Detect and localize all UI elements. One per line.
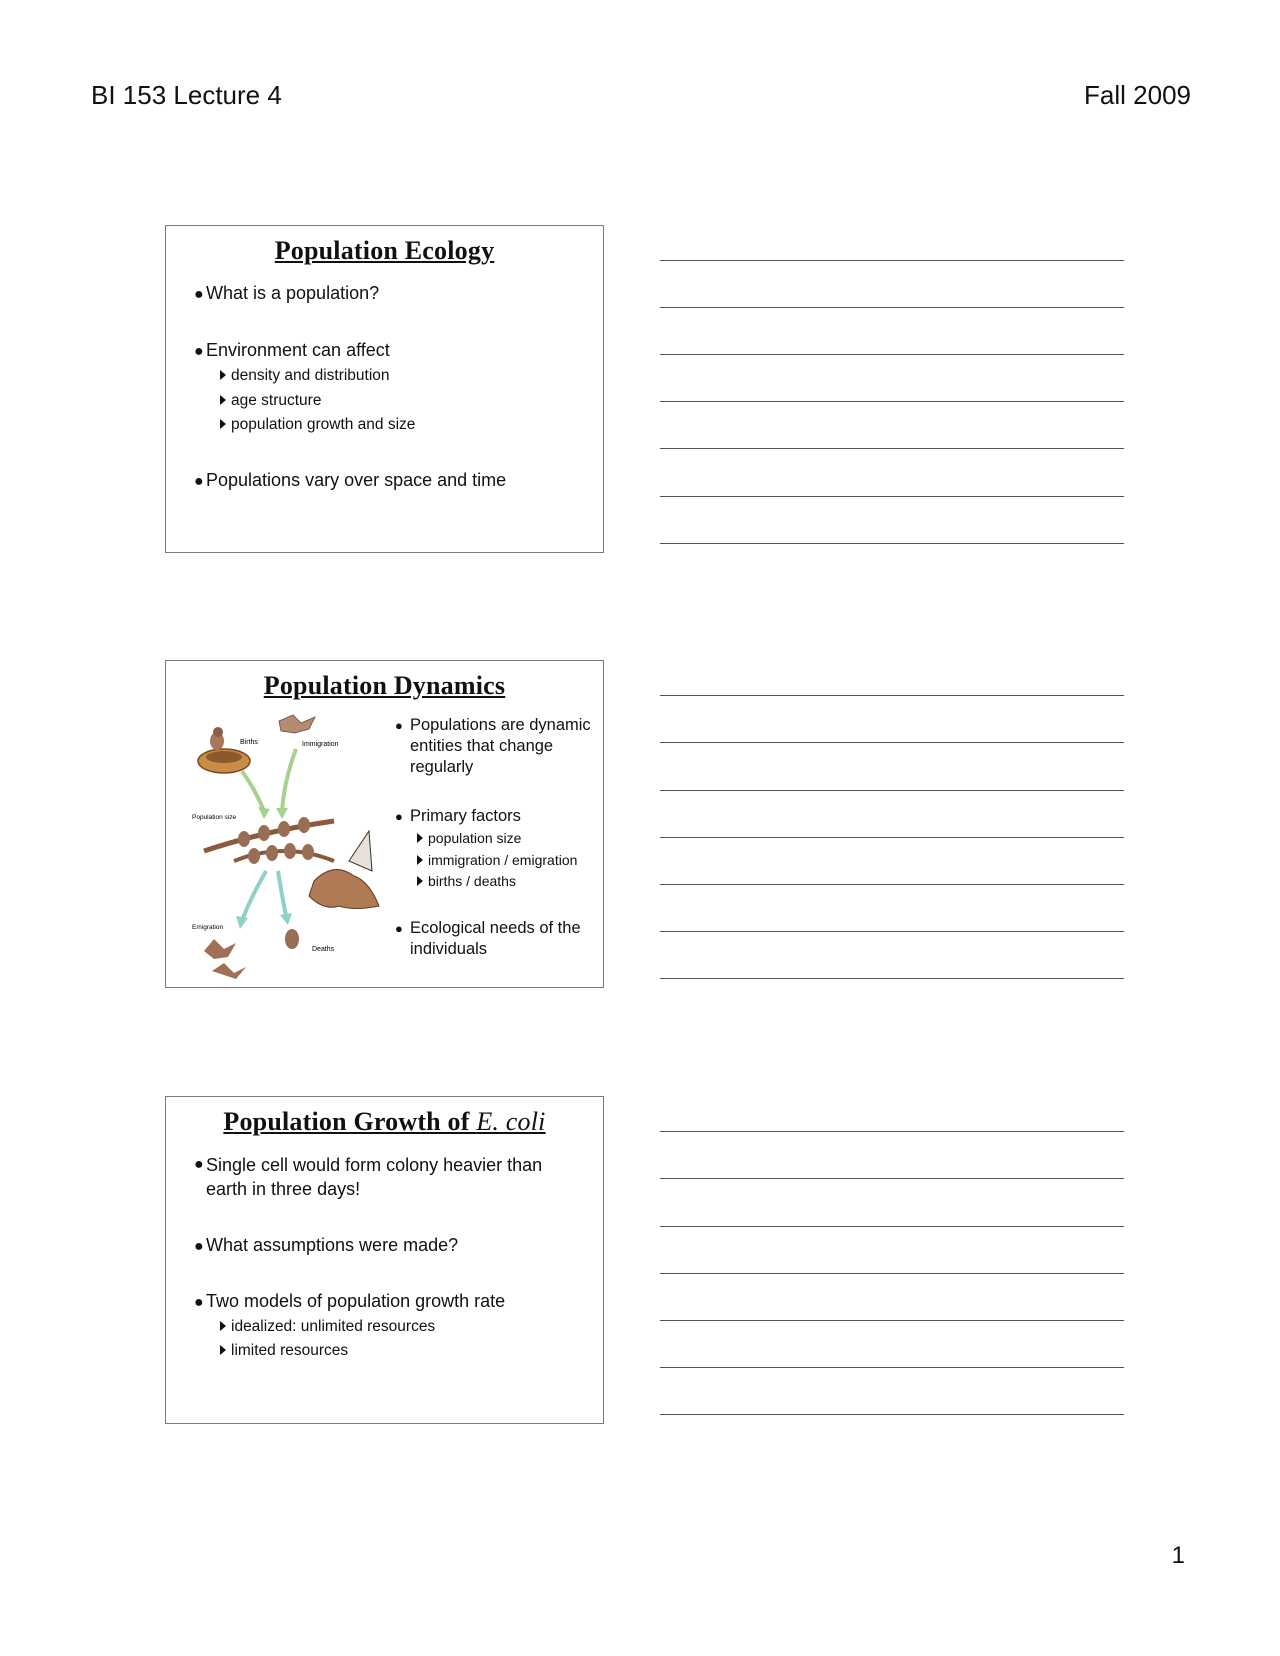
slide-3-bullet-3: ● Two models of population growth rate — [194, 1291, 506, 1311]
slide-2-subbullet-3: births / deaths — [417, 871, 516, 893]
slide-2-subbullet-2: immigration / emigration — [417, 850, 577, 872]
slide-1-bullet-1: ● What is a population? — [194, 283, 380, 303]
triangle-bullet-icon — [417, 876, 423, 886]
population-dynamics-figure — [184, 711, 384, 981]
slide-2-bullet-1: ● Populations are dynamic entities that change regularly — [395, 716, 591, 776]
slide-3-title: Population Growth of E. coli — [223, 1107, 546, 1136]
slide-1-subbullet-1: density and distribution — [220, 364, 390, 388]
slide-3-subbullet-1: idealized: unlimited resources — [220, 1315, 435, 1339]
triangle-bullet-icon — [220, 419, 226, 429]
slide-1-subbullet-3: population growth and size — [220, 413, 415, 437]
triangle-bullet-icon — [417, 855, 423, 865]
slide-3 — [165, 1096, 604, 1424]
slide-2 — [165, 660, 604, 988]
triangle-bullet-icon — [220, 370, 226, 380]
triangle-bullet-icon — [220, 1345, 226, 1355]
slide-2-bullet-2: ● Primary factors — [395, 807, 521, 825]
header-term: Fall 2009 — [1084, 80, 1191, 110]
slide-2-title: Population Dynamics — [263, 671, 506, 700]
slide-1 — [165, 225, 604, 553]
slide-3-subbullet-2: limited resources — [220, 1339, 348, 1363]
slide-2-bullet-3: ● Ecological needs of the individuals — [395, 919, 581, 958]
slide-2-subbullet-1: population size — [417, 828, 521, 850]
emigration-label: Emigration — [192, 924, 224, 931]
page-number: 1 — [1171, 1542, 1185, 1569]
triangle-bullet-icon — [417, 833, 423, 843]
slide-1-subbullet-2: age structure — [220, 389, 321, 413]
triangle-bullet-icon — [220, 1321, 226, 1331]
slide-1-bullet-3: ● Populations vary over space and time — [194, 470, 507, 490]
slide-3-bullet-2: ● What assumptions were made? — [194, 1235, 459, 1255]
slide-1-bullet-2: ● Environment can affect — [194, 340, 390, 360]
header-course-title: BI 153 Lecture 4 — [91, 80, 282, 110]
slide-1-title: Population Ecology — [274, 236, 495, 265]
immigration-label: Immigration — [302, 741, 339, 748]
slide-3-bullet-1: ● Single cell would form colony heavier than earth in three days! — [194, 1155, 543, 1199]
deaths-label: Deaths — [312, 946, 335, 953]
births-label: Births — [240, 739, 258, 746]
triangle-bullet-icon — [220, 395, 226, 405]
population-size-label: Population size — [192, 814, 237, 821]
